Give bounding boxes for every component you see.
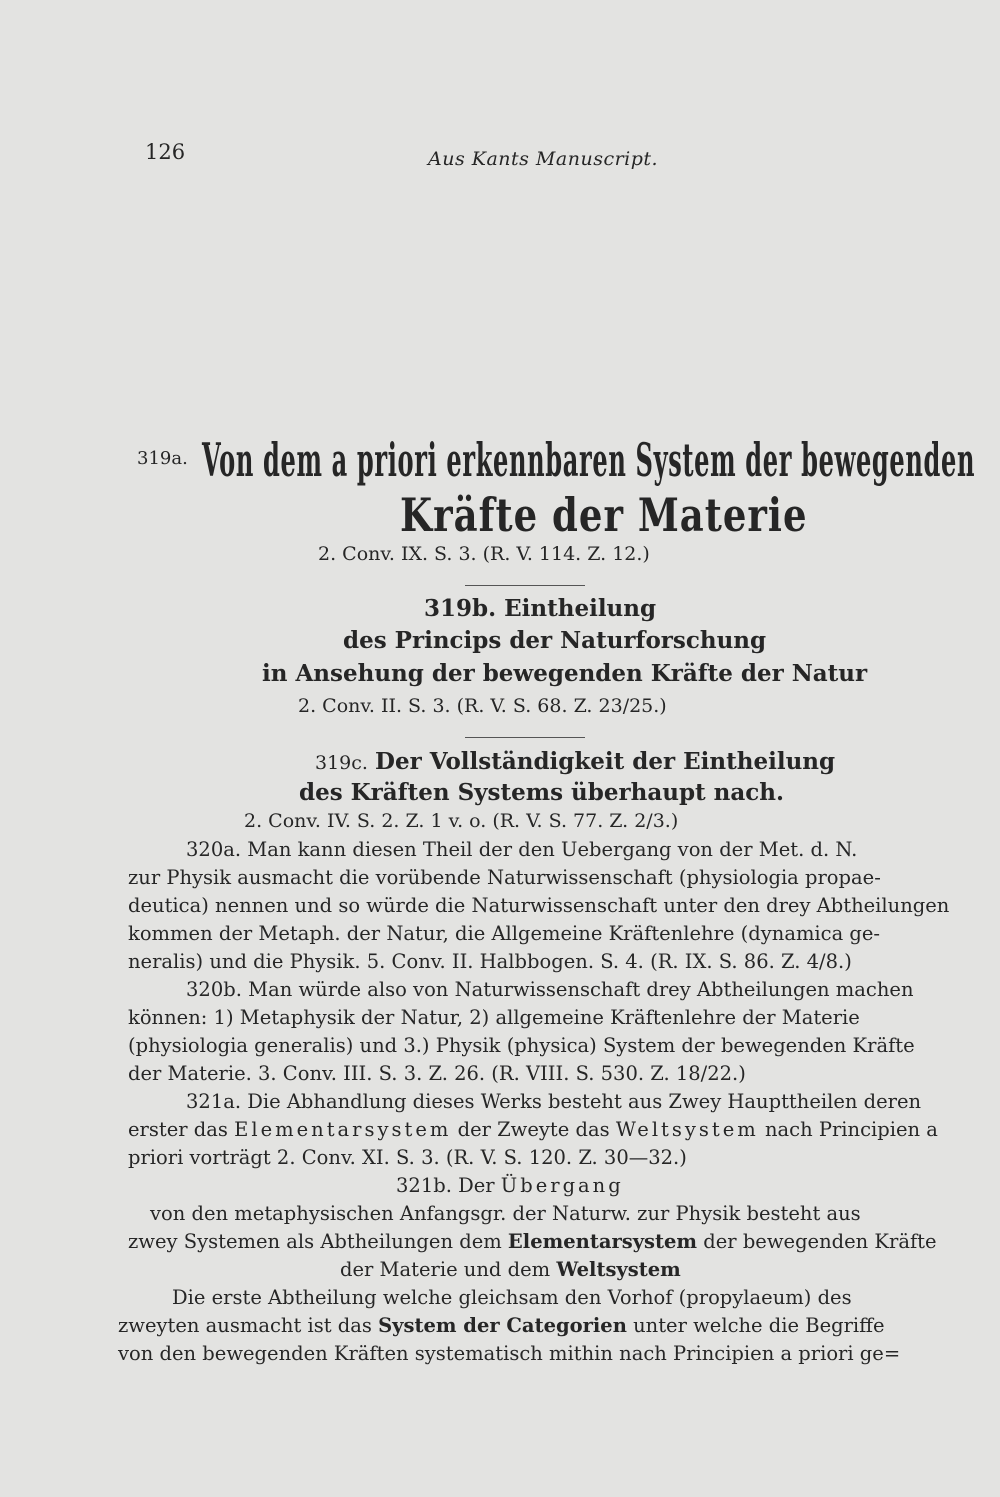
body-line: [128, 1230, 937, 1253]
text: der bewegenden Kräfte: [697, 1230, 937, 1253]
body-line: 321a. Die Abhandlung dieses Werks besteht aus Zwey Haupttheilen deren: [186, 1090, 922, 1113]
bold-text: Elementarsystem: [507, 1230, 698, 1253]
section-319a-title-line2: Kräfte der Materie: [400, 487, 808, 542]
body-line: der Materie. 3. Conv. III. S. 3. Z. 26. (R. VIII. S. 530. Z. 18/22.): [128, 1062, 746, 1085]
text: nach Principien a: [758, 1118, 938, 1141]
body-line: von den bewegenden Kräften systematisch mithin nach Principien a priori ge=: [118, 1342, 901, 1365]
section-319b-line2: des Princips der Naturforschung: [343, 627, 767, 654]
body-line: [118, 1314, 885, 1337]
running-head: Aus Kants Manuscript.: [428, 148, 659, 170]
section-319c-reference: 2. Conv. IV. S. 2. Z. 1 v. o. (R. V. S. 77. Z. 2/3.): [244, 810, 679, 832]
body-line: kommen der Metaph. der Natur, die Allgemeine Kräftenlehre (dynamica ge-: [128, 922, 881, 945]
body-line: 320a. Man kann diesen Theil der den Uebergang von der Met. d. N.: [186, 838, 858, 861]
emphasis-text: Elementarsystem: [234, 1118, 452, 1141]
section-319c-title-line2: des Kräften Systems überhaupt nach.: [299, 779, 785, 806]
text: erster das: [128, 1118, 235, 1141]
body-line: [340, 1258, 681, 1281]
text: unter welche die Begriffe: [626, 1314, 885, 1337]
text: der Zweyte das: [451, 1118, 616, 1141]
body-line: von den metaphysischen Anfangsgr. der Naturw. zur Physik besteht aus: [150, 1202, 861, 1225]
section-319b-reference: 2. Conv. II. S. 3. (R. V. S. 68. Z. 23/25.): [298, 695, 667, 717]
emphasis-text: Weltsystem: [615, 1118, 759, 1141]
section-319c-number: 319c.: [315, 752, 368, 774]
text: der Materie und dem: [340, 1258, 557, 1281]
divider-rule: [465, 585, 585, 586]
section-319a-reference: 2. Conv. IX. S. 3. (R. V. 114. Z. 12.): [318, 543, 650, 565]
body-line: 320b. Man würde also von Naturwissenschaft drey Abtheilungen machen: [186, 978, 914, 1001]
divider-rule: [465, 737, 585, 738]
body-line: können: 1) Metaphysik der Natur, 2) allgemeine Kräftenlehre der Materie: [128, 1006, 860, 1029]
body-line: neralis) und die Physik. 5. Conv. II. Halbbogen. S. 4. (R. IX. S. 86. Z. 4/8.): [128, 950, 852, 973]
body-line: [396, 1174, 624, 1197]
page-number: 126: [145, 140, 186, 164]
body-line: zur Physik ausmacht die vorübende Naturwissenschaft (physiologia propae-: [128, 866, 881, 889]
section-319a-number: 319a.: [137, 448, 188, 469]
text: 321b. Der: [396, 1174, 501, 1197]
section-319b-line3: in Ansehung der bewegenden Kräfte der Natur: [262, 660, 868, 687]
section-319c-title-line1: Der Vollständigkeit der Eintheilung: [375, 748, 836, 775]
section-319a-title-line1: Von dem a priori erkennbaren System der bewegenden: [202, 432, 976, 487]
text: zwey Systemen als Abtheilungen dem: [128, 1230, 508, 1253]
text: zweyten ausmacht ist das: [118, 1314, 379, 1337]
bold-text: System der Categorien: [378, 1314, 627, 1337]
body-line: deutica) nennen und so würde die Naturwissenschaft unter den drey Abtheilungen: [128, 894, 950, 917]
body-line: Die erste Abtheilung welche gleichsam den Vorhof (propylaeum) des: [172, 1286, 852, 1309]
body-line: (physiologia generalis) und 3.) Physik (physica) System der bewegenden Kräfte: [128, 1034, 915, 1057]
bold-text: Weltsystem: [556, 1258, 681, 1281]
section-319b-heading: 319b. Eintheilung: [424, 595, 657, 622]
body-line: [128, 1118, 938, 1141]
body-line: priori vorträgt 2. Conv. XI. S. 3. (R. V. S. 120. Z. 30—32.): [128, 1146, 687, 1169]
emphasis-text: Übergang: [500, 1174, 624, 1197]
